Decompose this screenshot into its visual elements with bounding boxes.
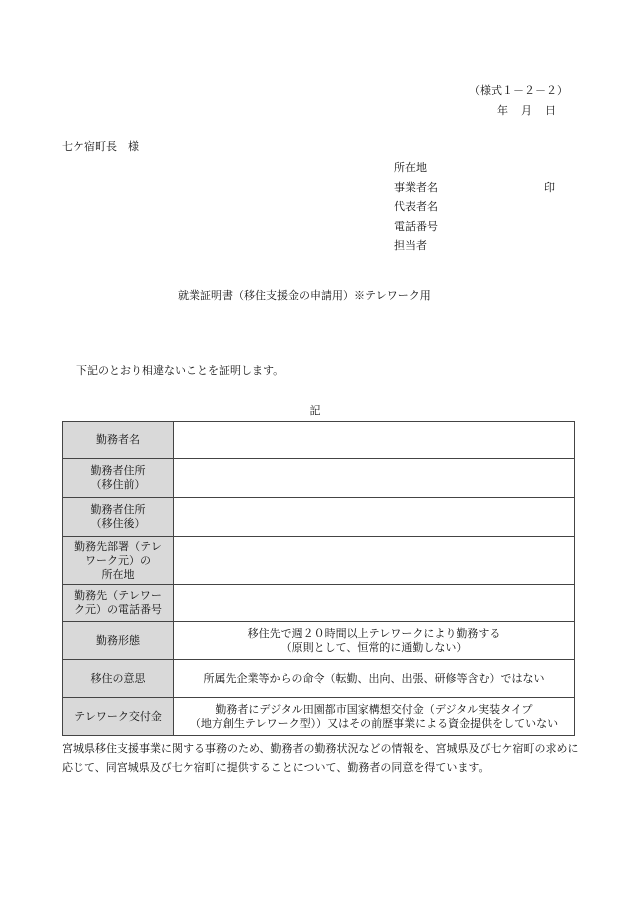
- seal-mark: 印: [544, 180, 555, 194]
- intro-text: 下記のとおり相違ないことを証明します。: [76, 364, 285, 377]
- table-row: [63, 660, 575, 698]
- row-label: 勤務者住所 （移住前）: [63, 459, 174, 498]
- sender-block: [394, 158, 564, 256]
- date-day: 日: [545, 104, 556, 117]
- table-row: [63, 459, 575, 498]
- row-label: 勤務形態: [63, 622, 174, 660]
- certificate-table: [62, 421, 575, 736]
- sender-address-label: 所在地: [394, 161, 427, 174]
- sender-contact-label: 担当者: [394, 239, 427, 252]
- sender-phone-label: 電話番号: [394, 219, 438, 233]
- sender-company-label: 事業者名: [394, 180, 438, 194]
- row-label: 勤務先（テレワー ク元）の電話番号: [63, 585, 174, 622]
- row-label: 移住の意思: [63, 660, 174, 698]
- row-value: [174, 585, 575, 622]
- date-year: 年: [497, 104, 508, 117]
- sender-representative-label: 代表者名: [394, 200, 438, 213]
- row-value: [174, 498, 575, 537]
- row-value: [174, 537, 575, 585]
- date-line: [497, 102, 569, 118]
- consent-text: 宮城県移住支援事業に関する事務のため、勤務者の勤務状況などの情報を、宮城県及び七ケ宿町の求めに応じて、同宮城県及び七ケ宿町に提供することについて、勤務者の同意を得ています。: [62, 742, 579, 774]
- sender-company-row: [394, 178, 564, 198]
- table-row: [63, 537, 575, 585]
- table-row: [63, 498, 575, 537]
- row-value: 所属先企業等からの命令（転勤、出向、出張、研修等含む）ではない: [174, 660, 575, 698]
- table-row: [63, 422, 575, 459]
- table-row: [63, 585, 575, 622]
- row-label: 勤務者名: [63, 422, 174, 459]
- row-label: 勤務先部署（テレ ワーク元）の 所在地: [63, 537, 174, 585]
- document-title: 就業証明書（移住支援金の申請用）※テレワーク用: [178, 289, 431, 302]
- row-label: テレワーク交付金: [63, 698, 174, 736]
- row-value: [174, 422, 575, 459]
- table-row: [63, 622, 575, 660]
- row-value: 勤務者にデジタル田園都市国家構想交付金（デジタル実装タイプ （地方創生テレワーク型））又はその前歴事業による資金提供をしていない: [174, 698, 575, 736]
- form-number: （様式１－２－２）: [469, 84, 568, 97]
- row-value: 移住先で週２０時間以上テレワークにより勤務する （原則として、恒常的に通勤しない）: [174, 622, 575, 660]
- row-label: 勤務者住所 （移住後）: [63, 498, 174, 537]
- table-row: [63, 698, 575, 736]
- ki-heading: 記: [309, 404, 321, 417]
- row-value: [174, 459, 575, 498]
- addressee: 七ケ宿町長 様: [62, 140, 139, 153]
- date-month: 月: [521, 104, 532, 117]
